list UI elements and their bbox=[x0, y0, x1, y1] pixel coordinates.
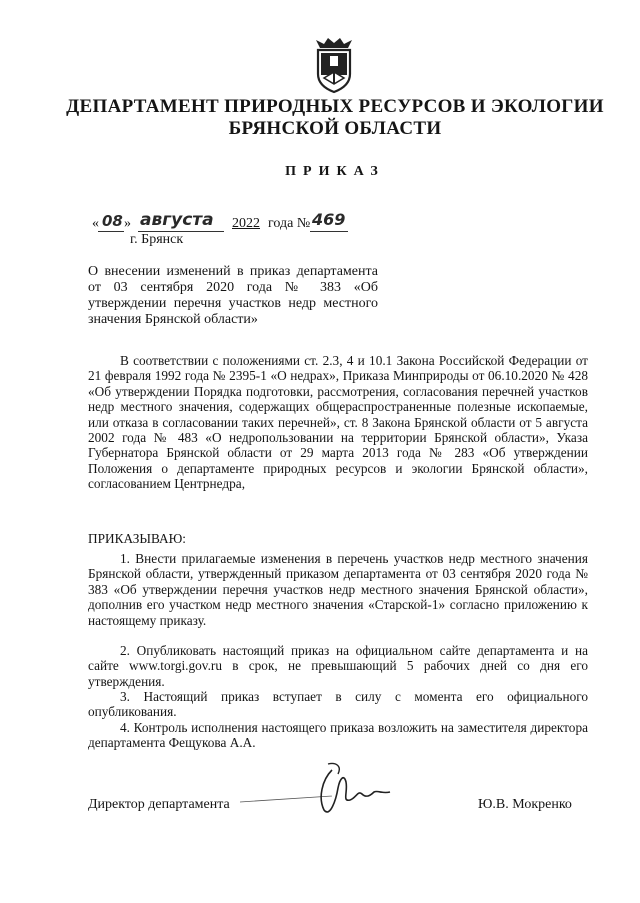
order-number-underline bbox=[310, 231, 348, 232]
order-item-2: 2. Опубликовать настоящий приказ на официальном сайте департамента и на сайте www.torgi.gov.ru в срок, не превышающий 5 рабочих дней со дня его утверждения. bbox=[88, 643, 588, 689]
org-name-line2: БРЯНСКОЙ ОБЛАСТИ bbox=[228, 118, 442, 139]
date-year: 2022 bbox=[232, 216, 260, 231]
handwritten-signature bbox=[232, 760, 402, 820]
bryansk-coat-of-arms-icon bbox=[312, 38, 356, 94]
date-day-underline bbox=[98, 231, 124, 232]
document-title: ПРИКАЗ bbox=[285, 164, 385, 179]
order-item-1: 1. Внести прилагаемые изменения в перечень участков недр местного значения Брянской области, утвержденный приказом департамента от 03 сентября 2020 года № 383 «Об утверждении перечня участков недр местного значения Брянской области», дополнив его участком недр местного значения «Старской-1» согласно приложению к настоящему приказу. bbox=[88, 551, 588, 628]
signatory-position: Директор департамента bbox=[88, 797, 230, 812]
date-close-quote: » bbox=[124, 216, 131, 231]
order-item-4: 4. Контроль исполнения настоящего приказа возложить на заместителя директора департамента Фещукова А.А. bbox=[88, 720, 588, 751]
date-month: августа bbox=[140, 210, 214, 230]
signatory-name: Ю.В. Мокренко bbox=[478, 797, 572, 812]
preamble-paragraph: В соответствии с положениями ст. 2.3, 4 и 10.1 Закона Российской Федерации от 21 февраля 1992 года № 2395-1 «О недрах», Приказа Минприроды от 06.10.2020 № 428 «Об утверждении Порядка подготовки, рассмотрения, согласования перечней участков недр местного значения, содержащих общераспространенные полезные ископаемые, или отказа в согласовании таких перечней», ст. 8 Закона Брянской области от 5 августа 2002 года № 483 «О недропользовании на территории Брянской области», Указа Губернатора Брянской области от 29 марта 2013 года № 283 «Об утверждении Положения о департаменте природных ресурсов и экологии Брянской области», согласованием Центрнедра, bbox=[88, 353, 588, 492]
order-number: 469 bbox=[312, 210, 346, 229]
date-day: 08 bbox=[102, 212, 123, 230]
city: г. Брянск bbox=[130, 232, 184, 247]
order-item-3: 3. Настоящий приказ вступает в силу с момента его официального опубликования. bbox=[88, 689, 588, 720]
order-word: ПРИКАЗЫВАЮ: bbox=[88, 531, 186, 546]
org-name-line1: ДЕПАРТАМЕНТ ПРИРОДНЫХ РЕСУРСОВ И ЭКОЛОГИИ bbox=[66, 96, 604, 117]
date-open-quote: « bbox=[92, 216, 99, 231]
document-subject: О внесении изменений в приказ департамента от 03 сентября 2020 года № 383 «Об утверждении перечня участков недр местного значения Брянской области» bbox=[88, 264, 378, 327]
date-year-suffix: года № bbox=[268, 216, 311, 231]
